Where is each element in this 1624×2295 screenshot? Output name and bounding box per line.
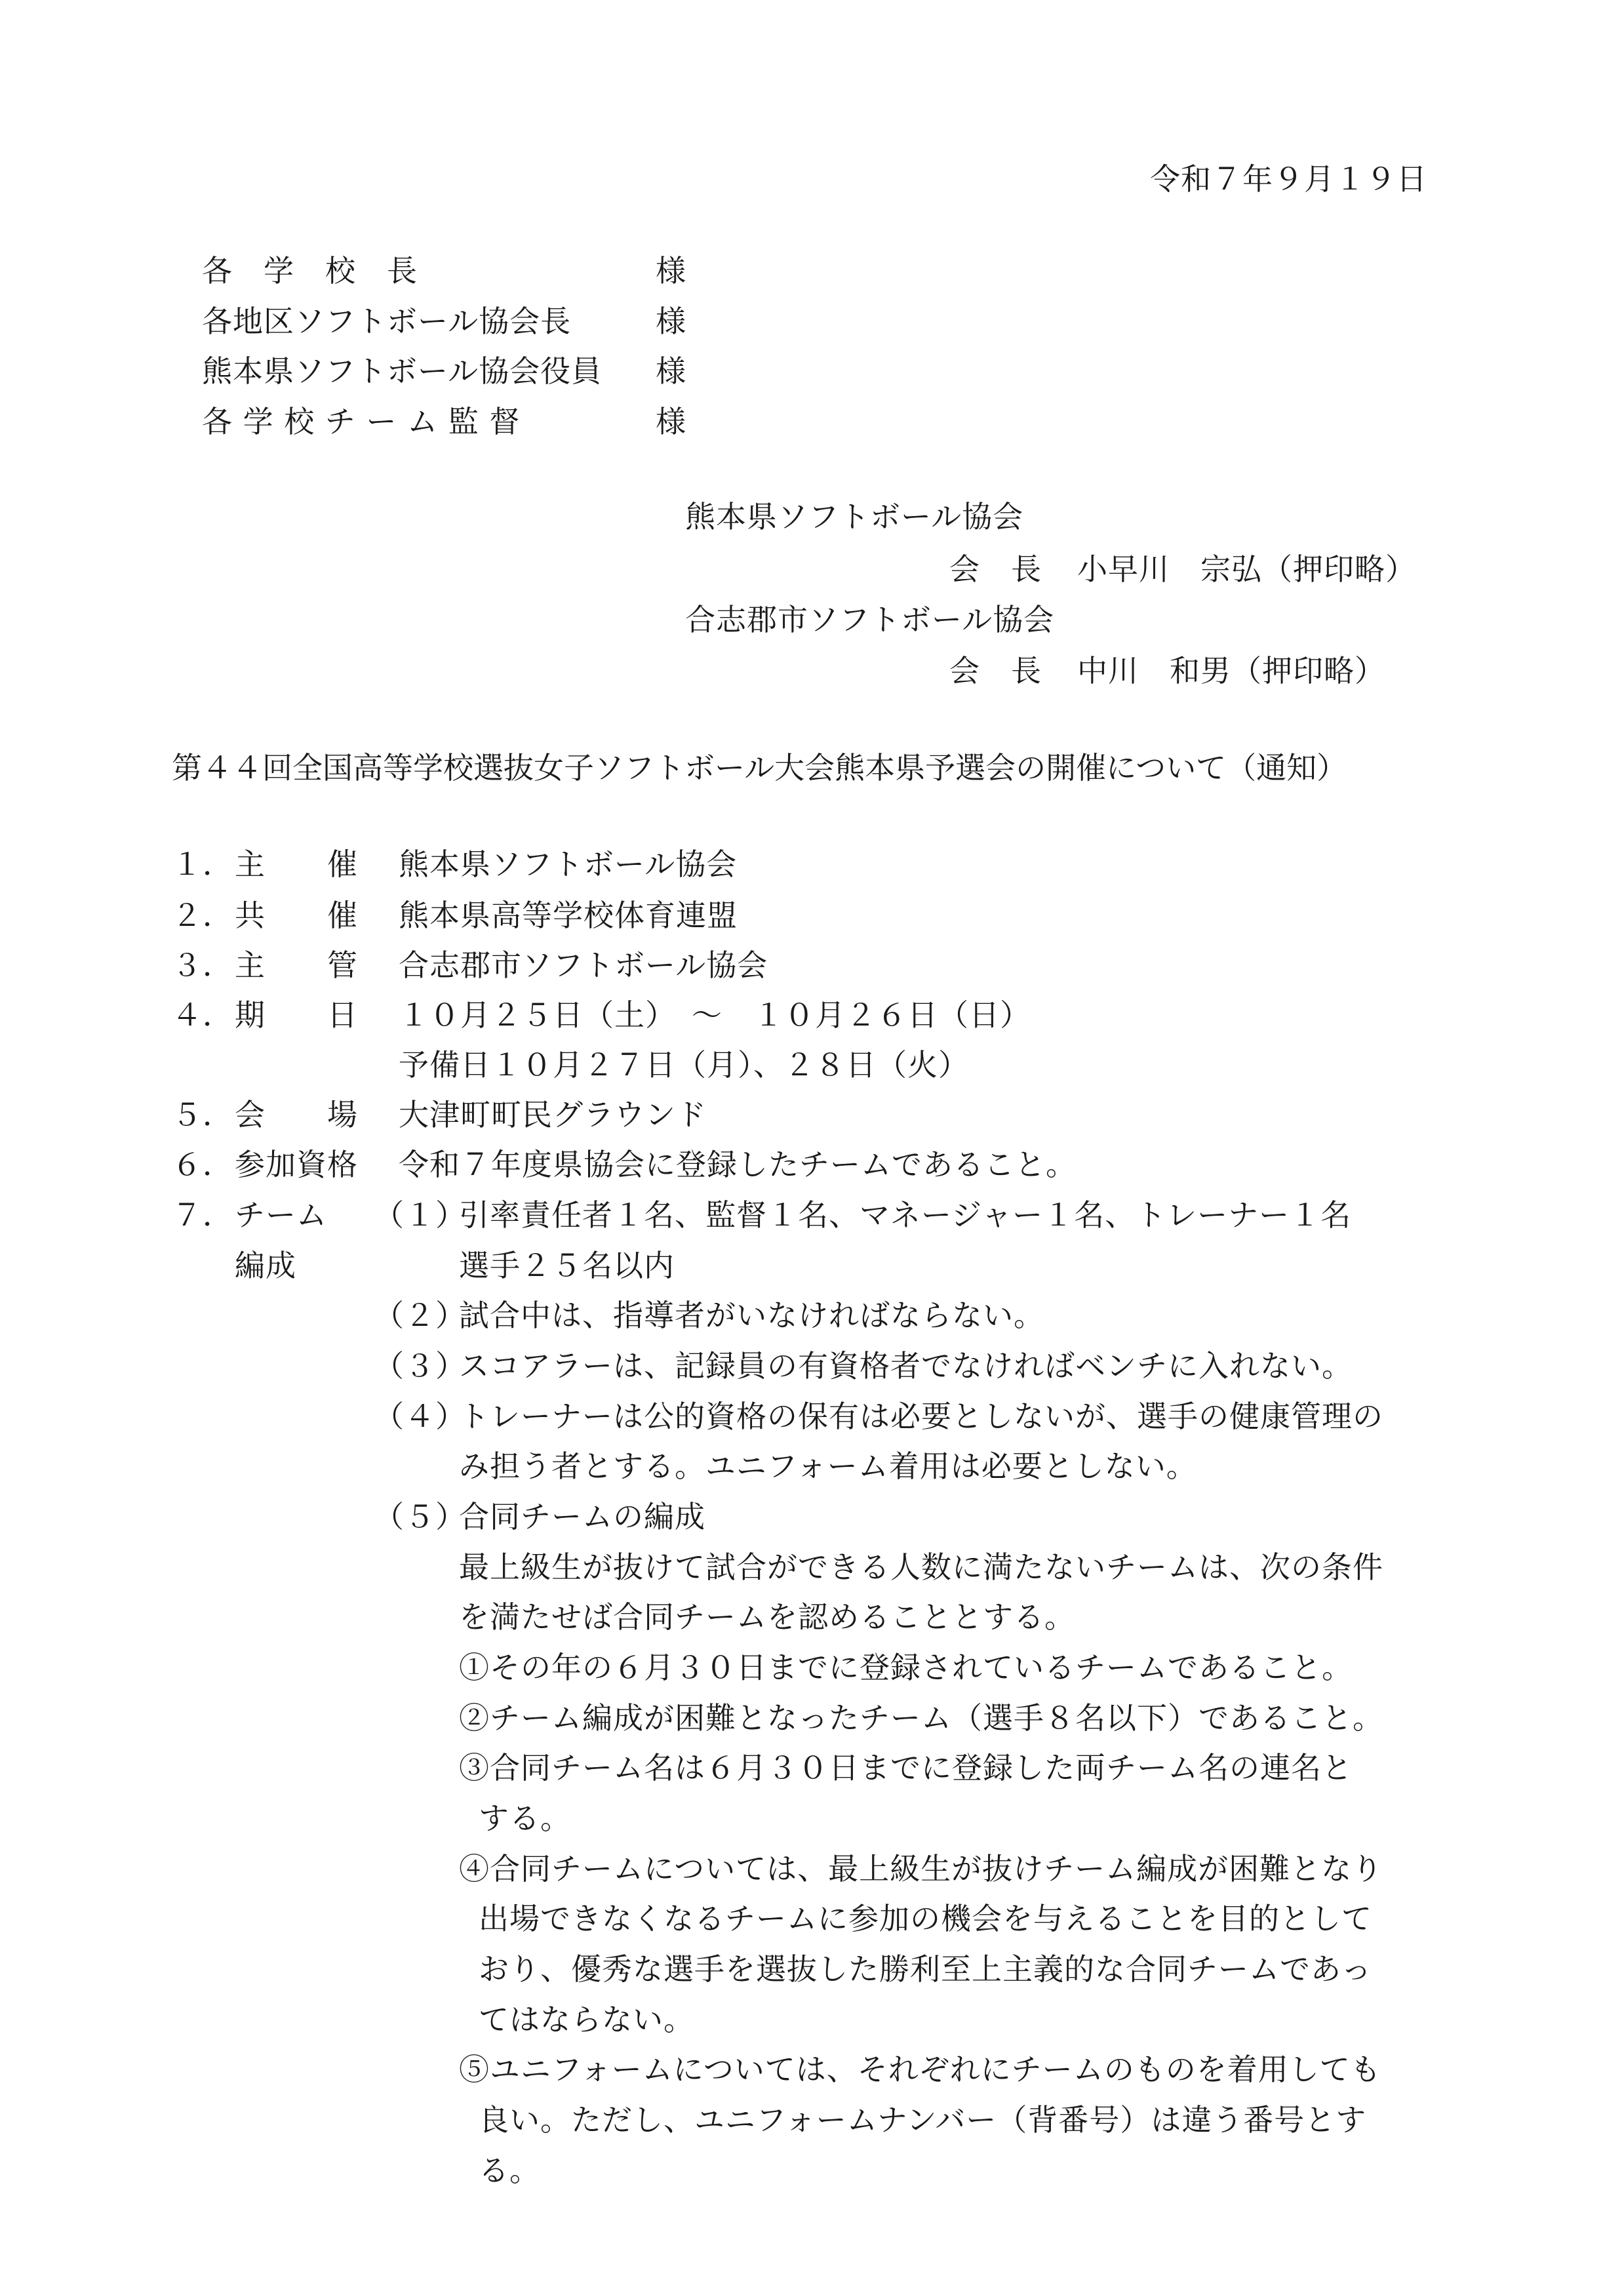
team-sub-2-line-1: 試合中は、指導者がいなければならない。 <box>459 1298 1044 1333</box>
item-7-label: チーム <box>235 1197 327 1233</box>
item-1-value: 熊本県ソフトボール協会 <box>399 847 738 882</box>
item-2-value: 熊本県高等学校体育連盟 <box>399 898 738 933</box>
condition-4-line-1: ④合同チームについては、最上級生が抜けチーム編成が困難となり <box>459 1851 1383 1886</box>
team-sub-3-line-1: スコアラーは、記録員の有資格者でなければベンチに入れない。 <box>459 1348 1353 1384</box>
team-sub-3-number: （３） <box>374 1348 466 1384</box>
team-sub-1-number: （１） <box>374 1197 466 1233</box>
recipient-3-honorific: 様 <box>656 353 686 389</box>
team-sub-4-line-2: み担う者とする。ユニフォーム着用は必要としない。 <box>459 1448 1197 1484</box>
item-5-number: ５． <box>172 1097 233 1132</box>
condition-3-line-2: する。 <box>479 1801 571 1836</box>
team-sub-4-number: （４） <box>374 1399 466 1434</box>
notice-title: 第４４回全国高等学校選抜女子ソフトボール大会熊本県予選会の開催について（通知） <box>172 750 1347 786</box>
recipient-2-honorific: 様 <box>656 304 686 339</box>
team-sub-5-number: （５） <box>374 1499 466 1534</box>
item-6-value: 令和７年度県協会に登録したチームであること。 <box>399 1147 1077 1182</box>
item-3-value: 合志郡市ソフトボール協会 <box>399 948 768 983</box>
condition-4-line-3: おり、優秀な選手を選抜した勝利至上主義的な合同チームであっ <box>479 1951 1372 1987</box>
item-4-value: １０月２５日（土） ～ １０月２６日（日） <box>399 997 1031 1033</box>
condition-1-line-1: ①その年の６月３０日までに登録されているチームであること。 <box>459 1650 1353 1685</box>
issue-date: 令和７年９月１９日 <box>1150 161 1427 197</box>
item-4-number: ４． <box>172 997 233 1033</box>
item-2-number: ２． <box>172 898 233 933</box>
item-3-number: ３． <box>172 948 233 983</box>
recipient-1: 各 学 校 長 <box>202 253 418 289</box>
team-sub-5-line-2: 最上級生が抜けて試合ができる人数に満たないチームは、次の条件 <box>459 1549 1383 1585</box>
recipient-3: 熊本県ソフトボール協会役員 <box>202 353 603 389</box>
item-7-number: ７． <box>172 1197 233 1233</box>
condition-4-line-2: 出場できなくなるチームに参加の機会を与えることを目的として <box>479 1901 1372 1936</box>
recipient-4: 各 学 校 チ ー ム 監 督 <box>202 404 521 439</box>
recipient-4-honorific: 様 <box>656 404 686 439</box>
sender-1-role: 会 長 <box>949 551 1042 587</box>
recipient-1-honorific: 様 <box>656 253 686 289</box>
item-1-number: １． <box>172 847 233 882</box>
item-1-label: 主 催 <box>235 847 358 882</box>
condition-5-line-2: 良い。ただし、ユニフォームナンバー（背番号）は違う番号とす <box>479 2102 1367 2138</box>
recipient-2: 各地区ソフトボール協会長 <box>202 304 572 339</box>
item-5-value: 大津町町民グラウンド <box>399 1097 707 1132</box>
condition-5-line-1: ⑤ユニフォームについては、それぞれにチームのものを着用しても <box>459 2052 1381 2087</box>
item-6-number: ６． <box>172 1147 233 1182</box>
item-5-label: 会 場 <box>235 1097 358 1132</box>
sender-2-org: 合志郡市ソフトボール協会 <box>685 602 1055 637</box>
team-sub-4-line-1: トレーナーは公的資格の保有は必要としないが、選手の健康管理の <box>459 1399 1383 1434</box>
item-4-value-reserve: 予備日１０月２７日（月）、２８日（火） <box>399 1047 969 1083</box>
team-sub-1-line-1: 引率責任者１名、監督１名、マネージャー１名、トレーナー１名 <box>459 1197 1352 1233</box>
team-sub-2-number: （２） <box>374 1298 466 1333</box>
item-4-label: 期 日 <box>235 997 358 1033</box>
item-2-label: 共 催 <box>235 898 358 933</box>
sender-2-name: 中川 和男（押印略） <box>1077 653 1385 688</box>
item-6-label: 参加資格 <box>235 1147 358 1182</box>
sender-1-org: 熊本県ソフトボール協会 <box>685 499 1024 534</box>
condition-3-line-1: ③合同チーム名は６月３０日までに登録した両チーム名の連名と <box>459 1750 1353 1786</box>
team-sub-1-line-2: 選手２５名以内 <box>459 1248 675 1283</box>
condition-4-line-4: てはならない。 <box>479 2002 694 2037</box>
item-3-label: 主 管 <box>235 948 358 983</box>
sender-1-name: 小早川 宗弘（押印略） <box>1077 551 1416 587</box>
item-7-label-line2: 編成 <box>235 1248 296 1283</box>
team-sub-5-line-1: 合同チームの編成 <box>459 1499 705 1534</box>
condition-5-line-3: る。 <box>479 2153 540 2188</box>
team-sub-5-line-3: を満たせば合同チームを認めることとする。 <box>459 1599 1075 1635</box>
condition-2-line-1: ②チーム編成が困難となったチーム（選手８名以下）であること。 <box>459 1700 1383 1736</box>
sender-2-role: 会 長 <box>949 653 1042 688</box>
